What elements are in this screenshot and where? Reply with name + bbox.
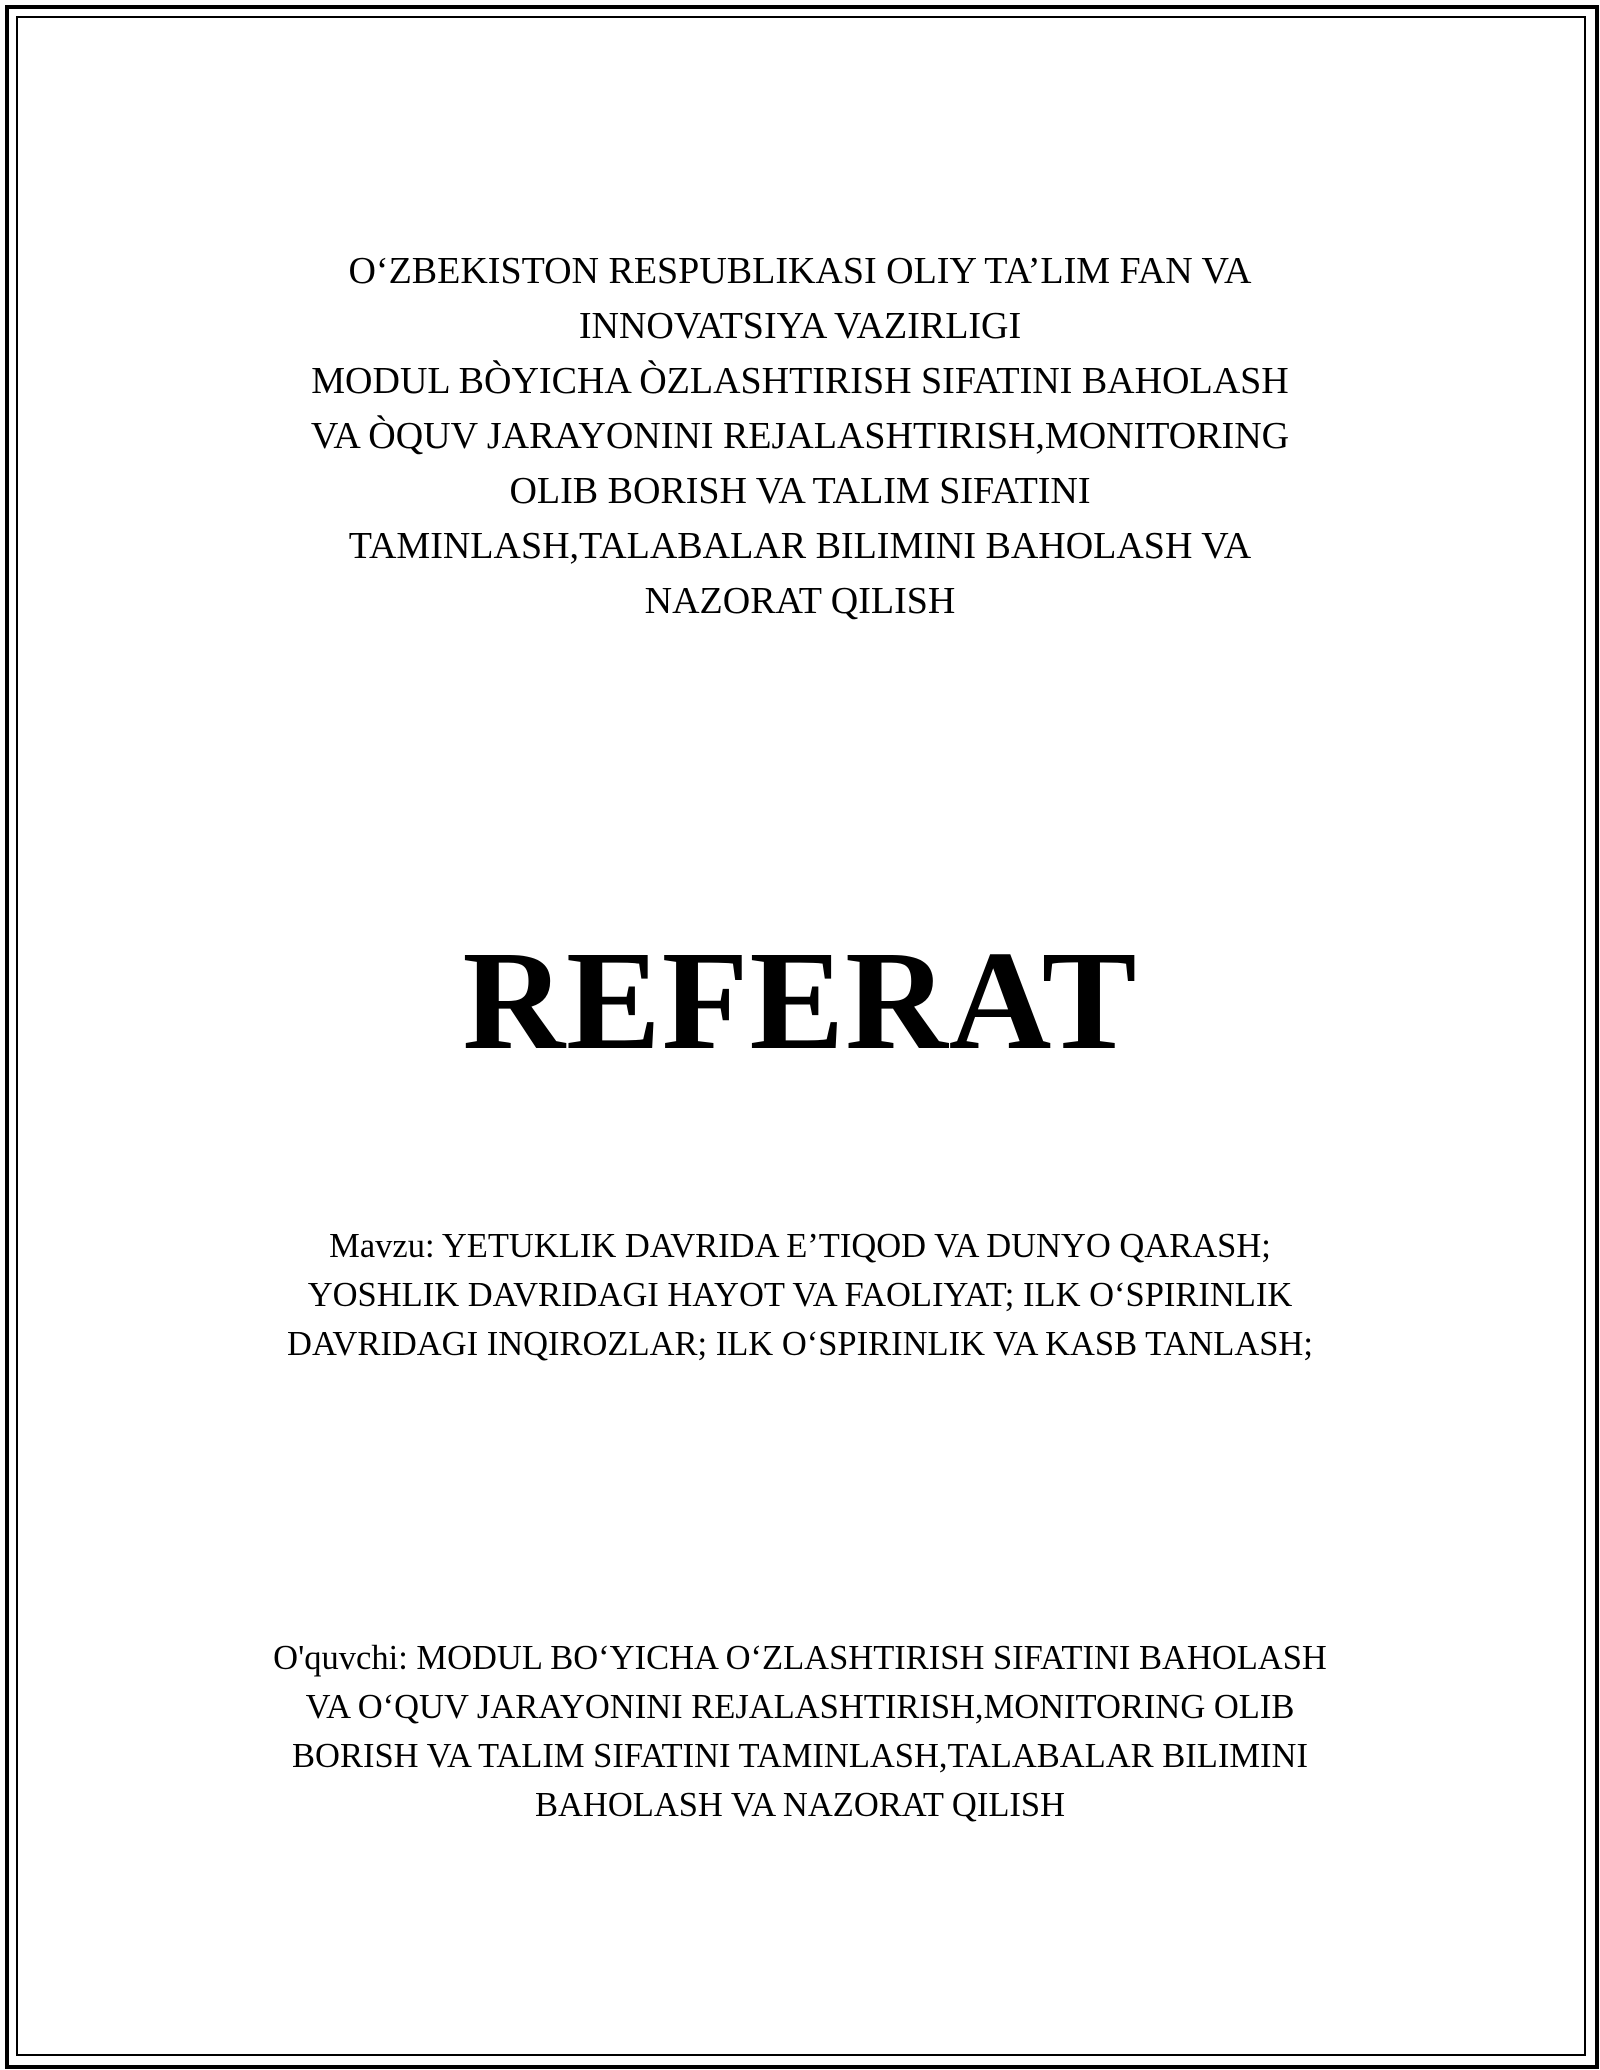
ministry-header-line: MODUL BÒYICHA ÒZLASHTIRISH SIFATINI BAHOLASH xyxy=(311,360,1289,402)
ministry-header-line: TAMINLASH,TALABALAR BILIMINI BAHOLASH VA xyxy=(348,525,1252,567)
ministry-header-line: INNOVATSIYA VAZIRLIGI xyxy=(578,305,1022,347)
student-line: VA O‘QUV JARAYONINI REJALASHTIRISH,MONITORING OLIB xyxy=(305,1688,1295,1726)
ministry-header-line: OLIB BORISH VA TALIM SIFATINI xyxy=(509,470,1091,512)
topic-line: Mavzu: YETUKLIK DAVRIDA E’TIQOD VA DUNYO QARASH; xyxy=(329,1227,1271,1265)
topic-line: DAVRIDAGI INQIROZLAR; ILK O‘SPIRINLIK VA KASB TANLASH; xyxy=(287,1325,1313,1363)
student-line: BAHOLASH VA NAZORAT QILISH xyxy=(534,1786,1066,1824)
ministry-header-line: VA ÒQUV JARAYONINI REJALASHTIRISH,MONITORING xyxy=(310,415,1290,457)
student-block xyxy=(200,1634,1400,1830)
student-line: BORISH VA TALIM SIFATINI TAMINLASH,TALABALAR BILIMINI xyxy=(292,1737,1308,1775)
topic-line: YOSHLIK DAVRIDAGI HAYOT VA FAOLIYAT; ILK O‘SPIRINLIK xyxy=(307,1276,1293,1314)
document-title: REFERAT xyxy=(462,921,1138,1079)
ministry-header xyxy=(200,244,1400,629)
topic-block xyxy=(200,1222,1400,1369)
ministry-header-line: NAZORAT QILISH xyxy=(644,580,956,622)
student-line: O'quvchi: MODUL BO‘YICHA O‘ZLASHTIRISH SIFATINI BAHOLASH xyxy=(273,1639,1327,1677)
ministry-header-line: O‘ZBEKISTON RESPUBLIKASI OLIY TA’LIM FAN VA xyxy=(348,250,1252,292)
